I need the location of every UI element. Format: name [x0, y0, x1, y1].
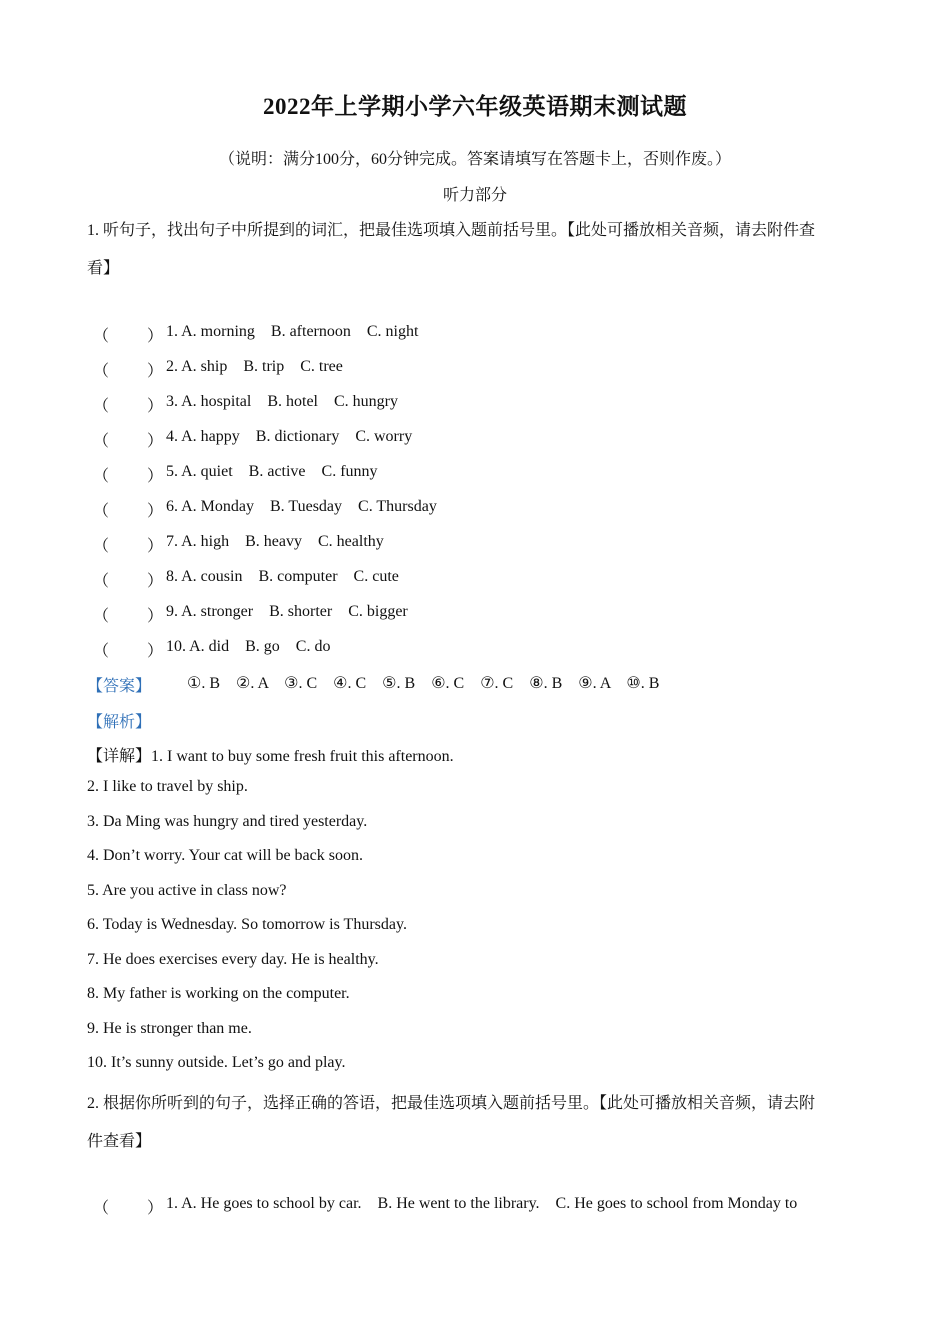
- q1-instruction-line2: 看】: [87, 260, 120, 277]
- answer-list: ①. B ②. A ③. C ④. C ⑤. B ⑥. C ⑦. C ⑧. B ⑨. A ⑩. B: [187, 675, 660, 692]
- answer-blank-close: ）: [147, 1200, 164, 1217]
- answer-blank-close: ）: [147, 538, 164, 555]
- question-text: 4. A. happy B. dictionary C. worry: [166, 428, 413, 445]
- detail-sentence: 7. He does exercises every day. He is healthy.: [87, 951, 379, 968]
- analysis-label: 【解析】: [87, 714, 152, 731]
- answer-blank-close: ）: [147, 328, 164, 345]
- answer-blank-open: （: [93, 363, 110, 380]
- question-text: 10. A. did B. go C. do: [166, 638, 331, 655]
- answer-blank-open: （: [93, 328, 110, 345]
- page-title: 2022年上学期小学六年级英语期末测试题: [263, 94, 687, 119]
- answer-blank-open: （: [93, 538, 110, 555]
- question-text: 2. A. ship B. trip C. tree: [166, 358, 343, 375]
- answer-blank-close: ）: [147, 468, 164, 485]
- answer-blank-close: ）: [147, 608, 164, 625]
- q2-instruction-line2: 件查看】: [87, 1133, 152, 1150]
- question-text: 5. A. quiet B. active C. funny: [166, 463, 378, 480]
- answer-blank-close: ）: [147, 363, 164, 380]
- detail-sentence: 2. I like to travel by ship.: [87, 778, 248, 795]
- detail-sentence: 3. Da Ming was hungry and tired yesterday.: [87, 813, 368, 830]
- detail-sentence: 9. He is stronger than me.: [87, 1020, 252, 1037]
- answer-blank-close: ）: [147, 433, 164, 450]
- section-title: 听力部分: [442, 187, 507, 204]
- question-text: 3. A. hospital B. hotel C. hungry: [166, 393, 398, 410]
- answer-row: [87, 673, 660, 696]
- question-text: 6. A. Monday B. Tuesday C. Thursday: [166, 498, 437, 515]
- detail-row-1: [87, 743, 454, 766]
- detail-sentence: 5. Are you active in class now?: [87, 882, 287, 899]
- answer-blank-open: （: [93, 503, 110, 520]
- q2-instruction-line1: 2. 根据你所听到的句子，选择正确的答语，把最佳选项填入题前括号里。【此处可播放相关音频，请去附: [87, 1095, 816, 1112]
- detail-sentence: 4. Don’t worry. Your cat will be back soon.: [87, 847, 363, 864]
- detail-sentence: 1. I want to buy some fresh fruit this afternoon.: [151, 748, 454, 765]
- question-text: 9. A. stronger B. shorter C. bigger: [166, 603, 408, 620]
- exam-note: （说明：满分100分，60分钟完成。答案请填写在答题卡上，否则作废。）: [218, 151, 731, 168]
- answer-blank-open: （: [93, 468, 110, 485]
- detail-sentence: 10. It’s sunny outside. Let’s go and play.: [87, 1054, 346, 1071]
- answer-blank-close: ）: [147, 573, 164, 590]
- answer-blank-open: （: [93, 608, 110, 625]
- answer-blank-close: ）: [147, 398, 164, 415]
- q1-instruction-line1: 1. 听句子，找出句子中所提到的词汇，把最佳选项填入题前括号里。【此处可播放相关音频，请去附件查: [87, 222, 816, 239]
- detail-sentence: 8. My father is working on the computer.: [87, 985, 350, 1002]
- answer-blank-open: （: [93, 398, 110, 415]
- answer-blank-close: ）: [147, 643, 164, 660]
- answer-blank-close: ）: [147, 503, 164, 520]
- question-text: 1. A. He goes to school by car. B. He went to the library. C. He goes to school from Monday to: [166, 1195, 798, 1212]
- answer-blank-open: （: [93, 573, 110, 590]
- detail-label: 【详解】: [87, 748, 152, 765]
- question-text: 1. A. morning B. afternoon C. night: [166, 323, 419, 340]
- answer-blank-open: （: [93, 433, 110, 450]
- question-text: 7. A. high B. heavy C. healthy: [166, 533, 384, 550]
- answer-blank-open: （: [93, 1200, 110, 1217]
- answer-label: 【答案】: [87, 678, 152, 695]
- detail-sentence: 6. Today is Wednesday. So tomorrow is Thursday.: [87, 916, 407, 933]
- answer-blank-open: （: [93, 643, 110, 660]
- question-text: 8. A. cousin B. computer C. cute: [166, 568, 399, 585]
